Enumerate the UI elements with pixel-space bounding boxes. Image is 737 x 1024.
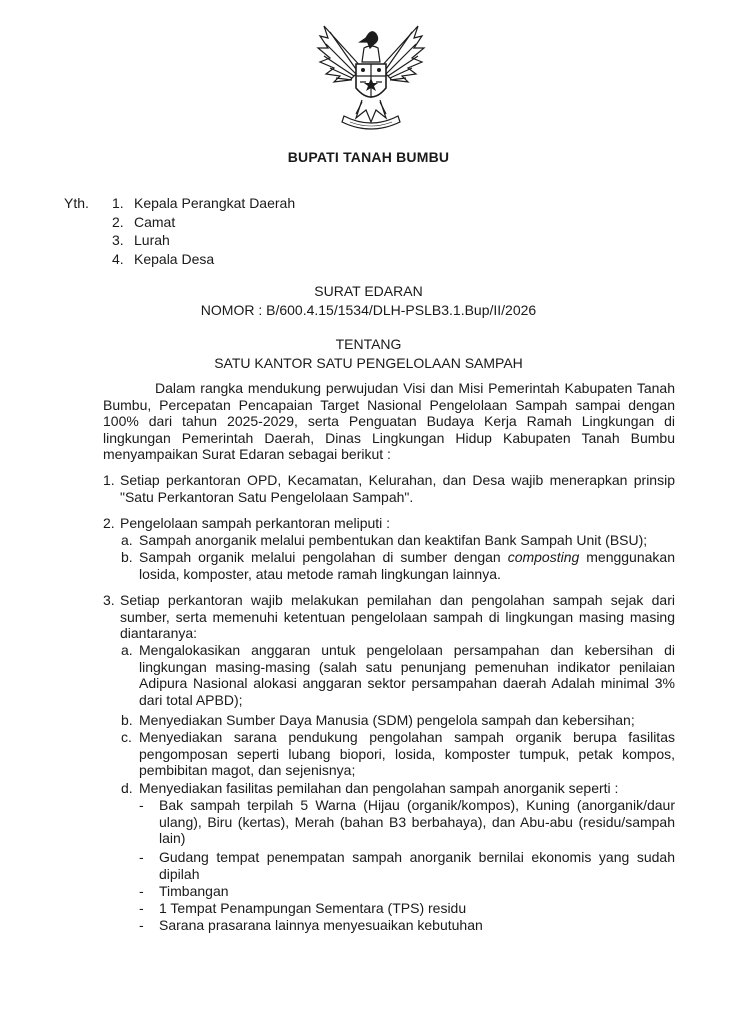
list-item-3 bbox=[103, 592, 675, 642]
sub-item-text: Menyediakan sarana pendukung pengolahan sampah organik berupa fasilitas pengomposan seperti lubang biopori, losida, komposter tumpuk, petak kompos, pembibitan magot, dan sejenisnya; bbox=[139, 729, 675, 779]
sub-item-2b bbox=[121, 549, 675, 582]
sub-item-3a bbox=[121, 642, 675, 708]
sub-item-text: Mengalokasikan anggaran untuk pengelolaan persampahan dan kebersihan di lingkungan masing-masing (salah satu penunjang pemenuhan indikator penilaian Adipura Nasional alokasi anggaran sektor persampahan daerah Adalah minimal 3% dari total APBD); bbox=[139, 642, 675, 708]
sub-item-3c bbox=[121, 729, 675, 779]
sub-item-text-part: menggunakan losida, komposter, atau metode ramah lingkungan lainnya. bbox=[139, 549, 675, 582]
sub-item-text: Menyediakan fasilitas pemilahan dan pengolahan sampah anorganik seperti : bbox=[139, 780, 619, 796]
dash-item-text: Bak sampah terpilah 5 Warna (Hijau (organik/kompos), Kuning (anorganik/daur ulang), Biru (kertas), Merah (bahan B3 berbahaya), dan Abu-abu (residu/sampah lain) bbox=[159, 797, 675, 847]
list-item-text: Pengelolaan sampah perkantoran meliputi : bbox=[120, 515, 391, 531]
dash-item-text: Timbangan bbox=[159, 883, 229, 899]
sub-item-3b bbox=[121, 712, 675, 729]
list-item-number: 3. bbox=[103, 592, 115, 608]
addressee-item bbox=[112, 250, 295, 269]
intro-paragraph bbox=[103, 380, 675, 463]
sub-item-text: Sampah anorganik melalui pembentukan dan keaktifan Bank Sampah Unit (BSU); bbox=[139, 532, 648, 548]
sub-item-letter: c. bbox=[121, 729, 132, 745]
dash-marker: - bbox=[139, 797, 144, 813]
addressee-list bbox=[112, 194, 295, 268]
dash-marker: - bbox=[139, 849, 144, 865]
document-header-title: BUPATI TANAH BUMBU bbox=[287, 149, 450, 165]
letter-about-label: TENTANG bbox=[335, 336, 402, 352]
addressee-item bbox=[112, 213, 295, 232]
dash-marker: - bbox=[139, 883, 144, 899]
sub-item-letter: b. bbox=[121, 549, 133, 565]
addressee-item bbox=[112, 194, 295, 213]
addressee-label: Yth. bbox=[64, 195, 89, 211]
dash-item bbox=[139, 849, 675, 882]
sub-item-2a bbox=[121, 532, 675, 549]
sub-item-letter: a. bbox=[121, 532, 133, 548]
dash-item-text: Gudang tempat penempatan sampah anorganik bernilai ekonomis yang sudah dipilah bbox=[159, 849, 675, 882]
dash-marker: - bbox=[139, 917, 144, 933]
addressee-item-text: Camat bbox=[134, 213, 176, 230]
addressee-item-number: 2. bbox=[112, 213, 124, 230]
letter-subject: SATU KANTOR SATU PENGELOLAAN SAMPAH bbox=[214, 355, 523, 371]
dash-item bbox=[139, 883, 675, 900]
sub-item-text-part: Sampah organik melalui pengolahan di sumber dengan bbox=[139, 549, 508, 565]
list-item-text: Setiap perkantoran OPD, Kecamatan, Kelurahan, dan Desa wajib menerapkan prinsip "Satu Perkantoran Satu Pengelolaan Sampah". bbox=[120, 472, 675, 505]
dash-item bbox=[139, 917, 675, 934]
addressee-item-text: Kepala Perangkat Daerah bbox=[134, 195, 296, 211]
list-item-2 bbox=[103, 515, 675, 532]
list-item-text: Setiap perkantoran wajib melakukan pemilahan dan pengolahan sampah sejak dari sumber, serta memenuhi ketentuan pengelolaan sampah di lingkungan masing masing diantaranya: bbox=[120, 592, 675, 642]
list-item-number: 1. bbox=[103, 472, 115, 488]
sub-item-text: Menyediakan Sumber Daya Manusia (SDM) pengelola sampah dan kebersihan; bbox=[139, 712, 635, 728]
addressee-item-number: 1. bbox=[112, 195, 124, 211]
addressee-item-text: Lurah bbox=[134, 232, 170, 248]
sub-item-italic-term: composting bbox=[507, 549, 580, 565]
sub-item-text bbox=[139, 549, 675, 582]
intro-text: Dalam rangka mendukung perwujudan Visi dan Misi Pemerintah Kabupaten Tanah Bumbu, Percepatan Pencapaian Target Nasional Pengelolaan Sampah sampai dengan 100% dari tahun 2025-2029, serta Penguatan Budaya Kerja Ramah Lingkungan di lingkungan Pemerintah Daerah, Dinas Lingkungan Hidup Kabupaten Tanah Bumbu menyampaikan Surat Edaran sebagai berikut : bbox=[103, 380, 675, 463]
list-item-number: 2. bbox=[103, 515, 115, 531]
letter-type: SURAT EDARAN bbox=[314, 283, 423, 299]
dash-item bbox=[139, 900, 675, 917]
sub-item-letter: d. bbox=[121, 780, 133, 796]
letter-number: NOMOR : B/600.4.15/1534/DLH-PSLB3.1.Bup/II/2026 bbox=[200, 302, 537, 318]
sub-item-3d bbox=[121, 780, 675, 797]
addressee-item bbox=[112, 231, 295, 250]
addressee-item-text: Kepala Desa bbox=[134, 250, 215, 267]
sub-item-letter: a. bbox=[121, 642, 133, 658]
list-item-1 bbox=[103, 472, 675, 505]
dash-item-text: 1 Tempat Penampungan Sementara (TPS) residu bbox=[159, 900, 467, 916]
dash-item bbox=[139, 797, 675, 847]
addressee-item-number: 4. bbox=[112, 250, 124, 267]
sub-item-letter: b. bbox=[121, 712, 133, 728]
dash-item-text: Sarana prasarana lainnya menyesuaikan kebutuhan bbox=[159, 917, 483, 933]
dash-marker: - bbox=[139, 900, 144, 916]
addressee-item-number: 3. bbox=[112, 232, 124, 248]
garuda-emblem-icon bbox=[310, 18, 432, 136]
